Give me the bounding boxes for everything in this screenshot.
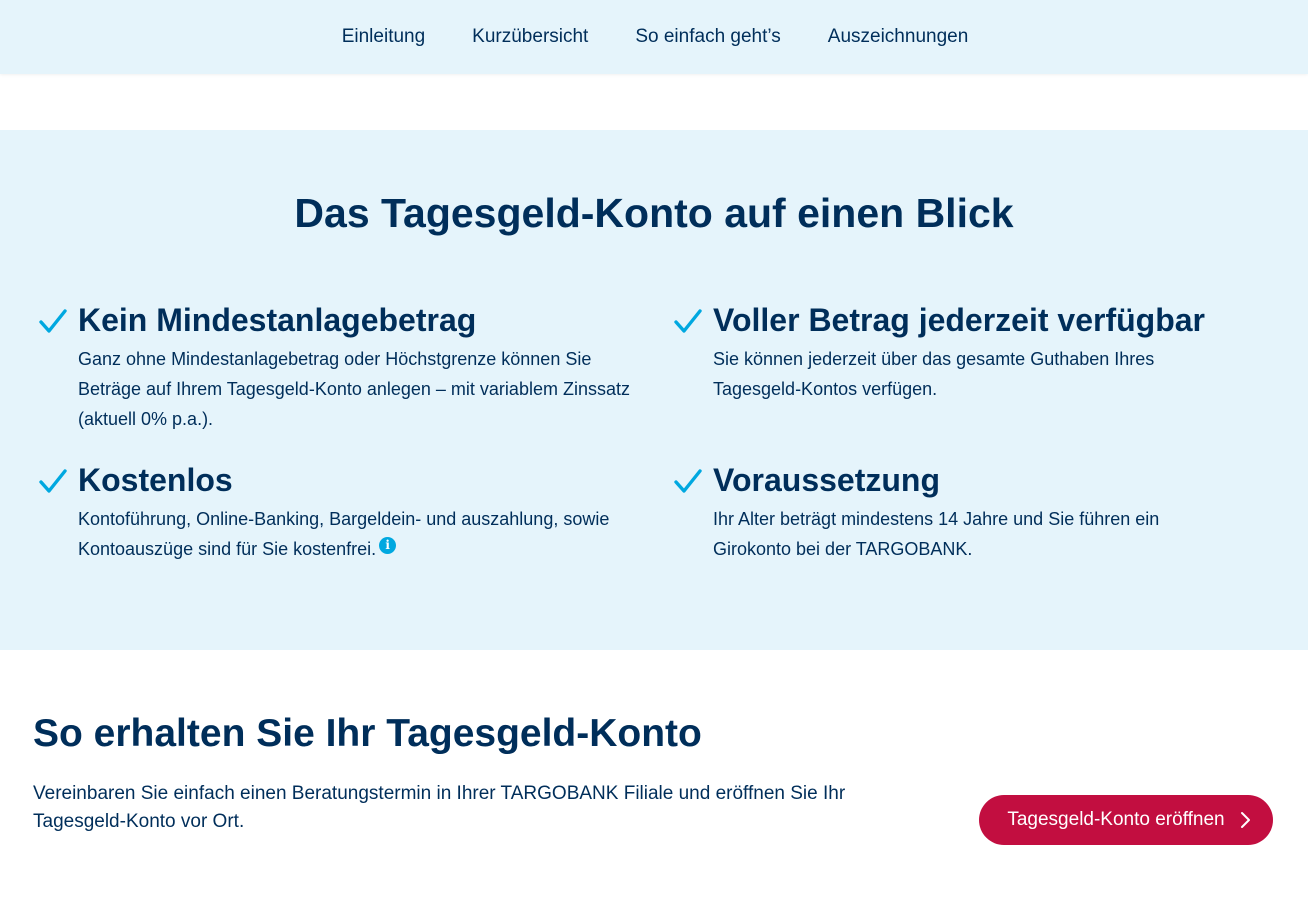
check-icon <box>38 308 68 336</box>
feature-description: Sie können jederzeit über das gesamte Guthaben Ihres Tagesgeld-Kontos verfügen. <box>713 349 1155 399</box>
feature-title: Voraussetzung <box>713 462 940 498</box>
get-account-text: Vereinbaren Sie einfach einen Beratungstermin in Ihrer TARGOBANK Filiale und eröffnen Sie Ihr Tagesgeld-Konto vor Ort. <box>33 783 846 832</box>
nav-item-so-einfach-gehts[interactable]: So einfach geht’s <box>635 26 781 47</box>
open-account-button-label: Tagesgeld-Konto eröffnen <box>1007 809 1225 830</box>
feature-description: Ganz ohne Mindestanlagebetrag oder Höchstgrenze können Sie Beträge auf Ihrem Tagesgeld-Konto anlegen – mit variablem Zinssatz (aktuell 0% p.a.). <box>78 349 630 429</box>
feature-description <box>78 504 638 564</box>
nav-item-einleitung[interactable]: Einleitung <box>341 26 426 47</box>
get-account-title: So erhalten Sie Ihr Tagesgeld-Konto <box>33 712 702 755</box>
check-icon <box>673 468 703 496</box>
feature-title: Kostenlos <box>78 462 233 498</box>
feature-title: Kein Mindestanlagebetrag <box>78 302 477 338</box>
open-account-button[interactable] <box>979 795 1273 845</box>
feature-title: Voller Betrag jederzeit verfügbar <box>713 302 1205 338</box>
overview-title: Das Tagesgeld-Konto auf einen Blick <box>294 190 1014 236</box>
check-icon <box>38 468 68 496</box>
feature-description: Ihr Alter beträgt mindestens 14 Jahre und Sie führen ein Girokonto bei der TARGOBANK. <box>713 509 1160 559</box>
section-nav <box>0 0 1308 74</box>
info-icon[interactable]: i <box>379 537 396 554</box>
check-icon <box>673 308 703 336</box>
nav-item-auszeichnungen[interactable]: Auszeichnungen <box>827 26 969 47</box>
nav-item-kurzuebersicht[interactable]: Kurzübersicht <box>472 26 589 47</box>
feature-description-text: Kontoführung, Online-Banking, Bargeldein- und auszahlung, sowie Kontoauszüge sind für Sie kostenfrei. <box>78 509 610 559</box>
chevron-right-icon <box>1239 811 1251 829</box>
